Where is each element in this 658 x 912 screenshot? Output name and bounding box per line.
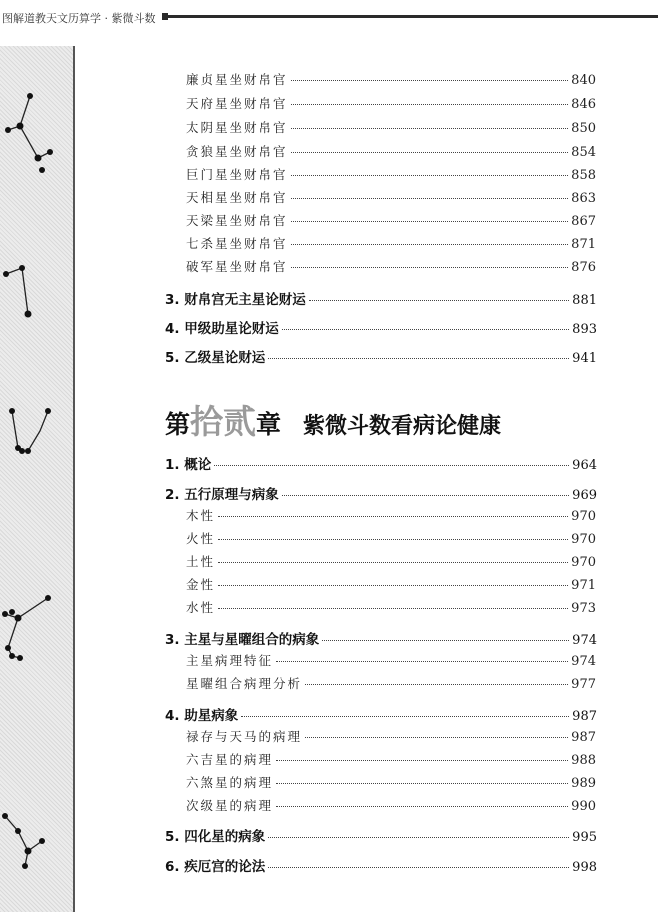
chapter-suffix: 章 [256, 410, 282, 439]
toc-item[interactable]: 太阴星坐财帛官 850 [186, 120, 596, 136]
toc-item[interactable]: 次级星的病理 990 [186, 798, 596, 814]
book-title: 图解道教天文历算学 · 紫微斗数 [2, 12, 156, 25]
toc-item[interactable]: 天梁星坐财帛官 867 [186, 213, 596, 229]
toc-item[interactable]: 六吉星的病理 988 [186, 752, 596, 768]
toc-section[interactable]: 3. 主星与星曜组合的病象 974 [165, 632, 597, 648]
toc-item[interactable]: 星曜组合病理分析 977 [186, 676, 596, 692]
chapter-prefix: 第 [165, 410, 191, 439]
toc-item[interactable]: 廉贞星坐财帛官 840 [186, 72, 596, 88]
chapter-number: 拾贰 [190, 402, 257, 441]
toc-item[interactable]: 破军星坐财帛官 876 [186, 259, 596, 275]
chapter-heading [165, 396, 501, 443]
toc-section[interactable]: 1. 概论 964 [165, 457, 597, 473]
toc-section[interactable]: 6. 疾厄宫的论法 998 [165, 859, 597, 875]
toc-section[interactable]: 3. 财帛宫无主星论财运 881 [165, 292, 597, 308]
toc-item[interactable]: 贪狼星坐财帛官 854 [186, 144, 596, 160]
toc-item[interactable]: 主星病理特征 974 [186, 653, 596, 669]
toc-item[interactable]: 水性 973 [186, 600, 596, 616]
chapter-title: 紫微斗数看病论健康 [303, 413, 502, 439]
toc-item[interactable]: 七杀星坐财帛官 871 [186, 236, 596, 252]
toc-item[interactable]: 木性 970 [186, 508, 596, 524]
toc-item[interactable]: 六煞星的病理 989 [186, 775, 596, 791]
toc-item[interactable]: 天府星坐财帛官 846 [186, 96, 596, 112]
toc-item[interactable]: 金性 971 [186, 577, 596, 593]
toc-item[interactable]: 土性 970 [186, 554, 596, 570]
toc-section[interactable]: 4. 助星病象 987 [165, 708, 597, 724]
toc-item[interactable]: 火性 970 [186, 531, 596, 547]
toc-section[interactable]: 5. 四化星的病象 995 [165, 829, 597, 845]
toc-item[interactable]: 天相星坐财帛官 863 [186, 190, 596, 206]
toc-section[interactable]: 2. 五行原理与病象 969 [165, 487, 597, 503]
toc-item[interactable]: 巨门星坐财帛官 858 [186, 167, 596, 183]
toc-item[interactable]: 禄存与天马的病理 987 [186, 729, 596, 745]
toc-section[interactable]: 5. 乙级星论财运 941 [165, 350, 597, 366]
toc-section[interactable]: 4. 甲级助星论财运 893 [165, 321, 597, 337]
